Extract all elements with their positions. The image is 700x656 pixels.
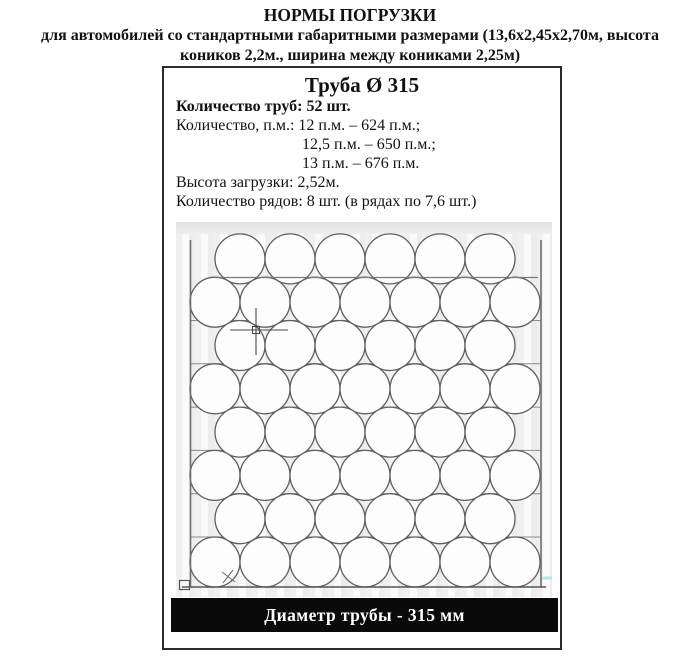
spec-line-meters-3: 13 п.м. – 676 п.м.	[302, 155, 420, 172]
pipe-stack-diagram	[176, 222, 552, 597]
spec-line-row-count: Количество рядов: 8 шт. (в рядах по 7,6 шт.)	[176, 193, 477, 210]
pipe-circle	[340, 277, 390, 327]
pipe-circle	[465, 407, 515, 457]
pipe-circle	[240, 537, 290, 587]
pipe-circle	[340, 364, 390, 414]
pipe-circle	[315, 321, 365, 371]
pipe-circle	[440, 537, 490, 587]
pipe-circle	[390, 450, 440, 500]
pipe-circle	[440, 277, 490, 327]
pipe-circle	[390, 537, 440, 587]
pipe-circle	[340, 450, 390, 500]
pipe-circle	[265, 494, 315, 544]
pipe-circle	[465, 321, 515, 371]
pipe-circle	[215, 321, 265, 371]
pipe-circle	[490, 537, 540, 587]
footer-bar	[171, 598, 558, 632]
spec-line-pipe-count: Количество труб: 52 шт.	[176, 98, 351, 115]
pipe-circle	[465, 234, 515, 284]
page-subtitle	[0, 26, 700, 66]
origin-marker	[180, 581, 190, 590]
pipe-spec-card	[162, 66, 562, 650]
pipe-circle	[240, 450, 290, 500]
pipe-circle	[390, 364, 440, 414]
pipe-circle	[340, 537, 390, 587]
spec-line-meters: Количество, п.м.: 12 п.м. – 624 п.м.;	[176, 117, 421, 134]
pipe-circle	[490, 364, 540, 414]
pipe-circle	[390, 277, 440, 327]
pipe-circle	[465, 494, 515, 544]
pipe-circle	[315, 494, 365, 544]
page-subtitle-line-1: для автомобилей со стандартными габаритными размерами (13,6х2,45х2,70м, высота	[41, 27, 659, 44]
pipe-circle	[240, 364, 290, 414]
pipe-diameter-label: Диаметр трубы - 315 мм	[264, 604, 465, 625]
pipe-circles	[190, 234, 540, 587]
pipe-circle	[215, 407, 265, 457]
pipe-circle	[190, 364, 240, 414]
pipe-circle	[440, 364, 490, 414]
pipe-circle	[415, 494, 465, 544]
spec-line-load-height: Высота загрузки: 2,52м.	[176, 174, 340, 191]
pipe-circle	[265, 321, 315, 371]
pipe-circle	[190, 450, 240, 500]
pipe-circle	[290, 364, 340, 414]
pipe-circle	[490, 277, 540, 327]
page-subtitle-line-2: коников 2,2м., ширина между кониками 2,25м)	[179, 47, 521, 64]
pipe-circle	[215, 494, 265, 544]
pipe-circle	[365, 407, 415, 457]
pipe-circle	[315, 234, 365, 284]
pipe-circle	[490, 450, 540, 500]
spec-block	[176, 97, 556, 211]
spec-line-meters-2: 12,5 п.м. – 650 п.м.;	[302, 136, 436, 153]
pipe-stack-drawing	[176, 222, 552, 597]
pipe-circle	[365, 494, 415, 544]
page-title: НОРМЫ ПОГРУЗКИ	[263, 5, 437, 25]
pipe-circle	[265, 407, 315, 457]
pipe-circle	[190, 277, 240, 327]
pipe-circle	[290, 277, 340, 327]
pipe-circle	[265, 234, 315, 284]
pipe-circle	[365, 234, 415, 284]
pipe-circle	[315, 407, 365, 457]
pipe-circle	[415, 407, 465, 457]
pipe-circle	[440, 450, 490, 500]
pipe-circle	[290, 450, 340, 500]
pipe-circle	[365, 321, 415, 371]
pipe-circle	[415, 321, 465, 371]
pipe-circle	[415, 234, 465, 284]
pipe-circle	[290, 537, 340, 587]
pipe-card-heading: Труба Ø 315	[304, 73, 420, 97]
pipe-circle	[240, 277, 290, 327]
pipe-circle	[215, 234, 265, 284]
